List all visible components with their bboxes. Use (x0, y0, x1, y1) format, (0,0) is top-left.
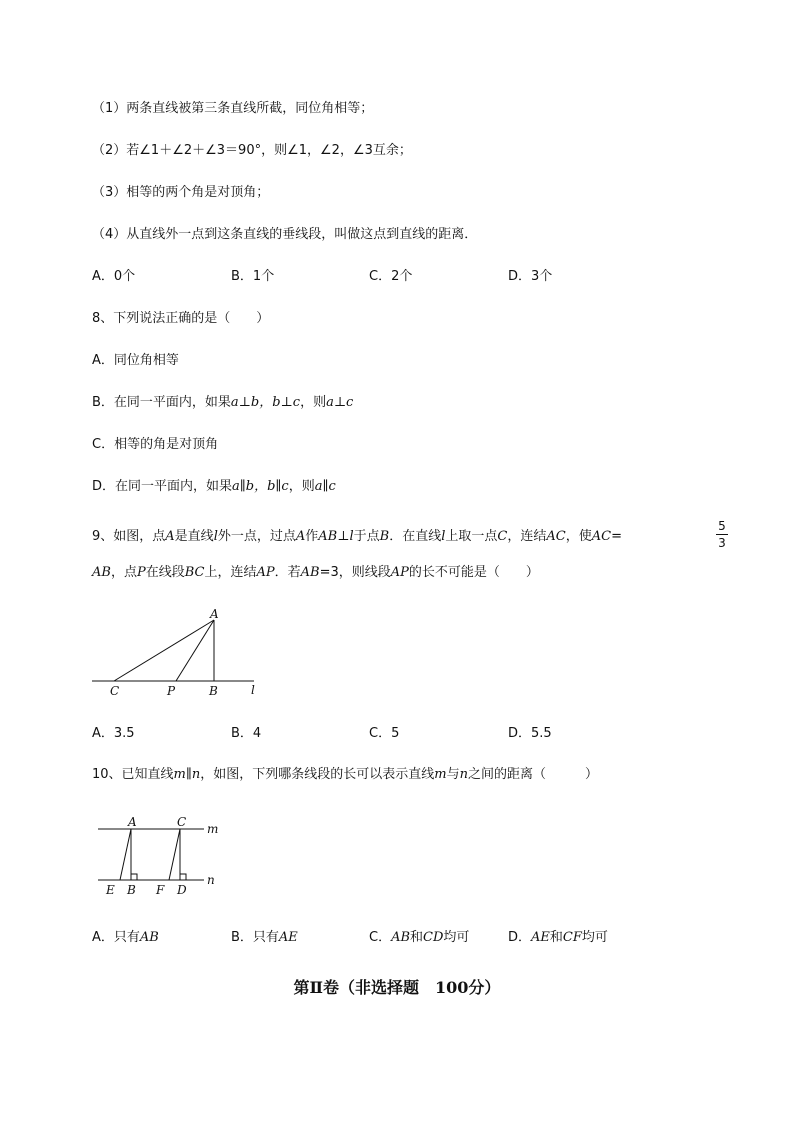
q10-option-d (508, 929, 608, 947)
q9-segment-ap (176, 620, 214, 681)
q9-stem-line2 (92, 564, 539, 582)
q8-option-c: C．相等的角是对顶角 (92, 437, 219, 452)
q10-option-b-math: AE (278, 930, 298, 945)
q9-text-4: 作 (305, 529, 319, 544)
q10-m: m (434, 767, 447, 782)
q10-label-c: C (177, 815, 187, 829)
q9-label-c: C (110, 684, 120, 698)
q10-option-c-mid: 和 (410, 930, 424, 945)
q10-right-angle-b (131, 874, 137, 880)
q10-option-a (92, 929, 159, 947)
q10-text-2: ，如图，下列哪条线段的长可以表示直线 (200, 767, 435, 782)
q9-text-5: 于点 (353, 529, 380, 544)
q10-option-d-math: AE (531, 930, 550, 945)
q9-ap2: AP (390, 565, 409, 580)
q9-line-l: l (213, 529, 218, 544)
q7-option-d: D．3个 (508, 269, 553, 284)
q9-point-p: P (136, 565, 146, 580)
q10-option-d-math2: CF (562, 930, 582, 945)
q10-mn: m∥n (173, 767, 201, 782)
q9-text-10: ，点 (110, 565, 137, 580)
q9-ac2: AC (591, 529, 612, 544)
q7-statement-1: （1）两条直线被第三条直线所截，同位角相等； (92, 101, 374, 116)
q10-option-c-suffix: 均可 (443, 930, 470, 945)
q10-option-c-prefix: C． (369, 930, 392, 945)
q7-statement-4: （4）从直线外一点到这条直线的垂线段，叫做这点到直线的距离． (92, 227, 478, 242)
q10-option-d-suffix: 均可 (581, 930, 608, 945)
q8-option-b-text: B．在同一平面内，如果 (92, 395, 231, 410)
q9-point-a2: A (295, 529, 306, 544)
q9-point-c: C (497, 529, 508, 544)
q9-text-1: 9、如图，点 (92, 529, 166, 544)
q7-option-a: A．0个 (92, 269, 136, 284)
q10-option-b (231, 929, 298, 947)
q9-option-b: B．4 (231, 726, 262, 741)
section-title: 第Ⅱ卷（非选择题 100分） (293, 978, 501, 997)
q9-label-a: A (210, 607, 219, 621)
q9-ab-start: AB (92, 565, 111, 580)
q9-text-11: 在线段 (145, 565, 185, 580)
q8-stem: 8、下列说法正确的是（ ） (92, 311, 270, 326)
q9-option-c: C．5 (369, 726, 400, 741)
q8-option-b-result: a⊥c (326, 395, 354, 410)
q9-ab: AB (300, 565, 320, 580)
q10-and: 与 (446, 767, 460, 782)
q10-text-1: 10、已知直线 (92, 767, 174, 782)
q9-stem-line1 (92, 528, 622, 546)
q9-fraction-bar (716, 534, 728, 535)
q9-text-12: 上，连结 (204, 565, 257, 580)
q10-label-a: A (128, 815, 137, 829)
q9-text-8: ，连结 (507, 529, 547, 544)
q8-option-b-then: ，则 (300, 395, 327, 410)
q9-label-b: B (209, 684, 218, 698)
q9-text-13: ．若 (274, 565, 301, 580)
q9-bc: BC (184, 565, 205, 580)
q10-right-angle-d (180, 874, 186, 880)
q9-point-a: A (165, 529, 175, 544)
q9-point-b: B (379, 529, 390, 544)
q9-text-6: ．在直线 (389, 529, 442, 544)
q7-option-b: B．1个 (231, 269, 275, 284)
q8-option-d-math: a∥b，b∥c (232, 479, 289, 494)
q9-text-3: 外一点，过点 (217, 529, 296, 544)
q9-eq: = (611, 529, 622, 544)
q9-option-d: D．5.5 (508, 726, 552, 741)
q10-option-c-math: AB (391, 930, 411, 945)
q9-line-l2: l (441, 529, 446, 544)
q10-option-a-prefix: A．只有 (92, 930, 140, 945)
q9-segment-ac (114, 620, 214, 681)
q9-ab-perp: AB⊥l (318, 529, 354, 544)
q9-option-a: A．3.5 (92, 726, 135, 741)
q9-label-p: P (167, 684, 176, 698)
q9-ac: AC (546, 529, 566, 544)
q9-text-14: =3，则线段 (319, 565, 391, 580)
q9-text-7: 上取一点 (445, 529, 498, 544)
q10-option-b-prefix: B．只有 (231, 930, 279, 945)
q9-label-l: l (251, 683, 255, 697)
q9-text-2: 是直线 (174, 529, 214, 544)
q9-ap: AP (256, 565, 275, 580)
q10-option-d-mid: 和 (549, 930, 563, 945)
q8-option-d (92, 478, 336, 496)
q9-text-15: 的长不可能是（ ） (408, 565, 539, 580)
q7-statement-2: （2）若∠1＋∠2＋∠3＝90°，则∠1，∠2，∠3互余； (92, 143, 412, 158)
q8-option-a: A．同位角相等 (92, 353, 179, 368)
q10-label-e: E (106, 883, 115, 897)
q10-figure (92, 812, 232, 902)
q9-figure (88, 604, 278, 700)
q7-option-c: C．2个 (369, 269, 413, 284)
q10-label-f: F (156, 883, 165, 897)
q9-text-9: ，使 (565, 529, 592, 544)
q10-option-d-prefix: D． (508, 930, 532, 945)
q10-segment-ae (120, 829, 131, 880)
q10-n: n (459, 767, 468, 782)
q10-option-a-math: AB (139, 930, 159, 945)
q9-fraction-numerator: 5 (718, 519, 726, 533)
q8-option-d-result: a∥c (314, 479, 336, 494)
q8-option-d-text: D．在同一平面内，如果 (92, 479, 233, 494)
q10-label-n: n (207, 873, 215, 887)
q10-label-d: D (177, 883, 187, 897)
q10-stem (92, 766, 598, 784)
q10-option-c (369, 929, 469, 947)
q8-option-d-then: ，则 (288, 479, 315, 494)
q10-option-c-math2: CD (423, 930, 444, 945)
q10-label-m: m (207, 822, 219, 836)
q9-fraction-denominator: 3 (718, 536, 726, 550)
q9-fraction (716, 520, 728, 549)
q10-text-3: 之间的距离（ ） (468, 767, 599, 782)
q8-option-b-math: a⊥b，b⊥c (230, 395, 301, 410)
q8-option-b (92, 394, 353, 412)
q10-label-b: B (127, 883, 136, 897)
q10-segment-cf (169, 829, 180, 880)
q7-statement-3: （3）相等的两个角是对顶角； (92, 185, 270, 200)
